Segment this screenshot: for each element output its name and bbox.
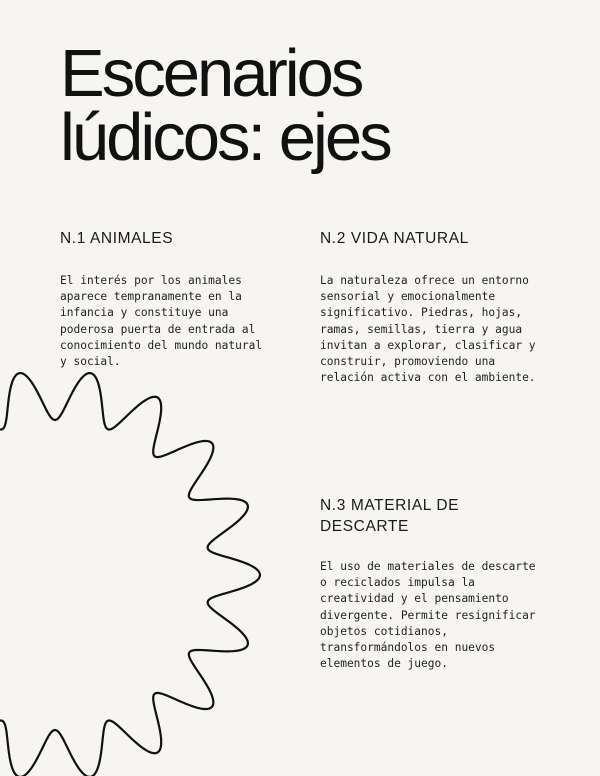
body-line: invitan a explorar, clasificar y [320, 338, 536, 352]
body-line: aparece tempranamente en la [60, 290, 242, 304]
section-heading [320, 495, 550, 537]
section-vida-natural [320, 228, 550, 386]
body-line: relación activa con el ambiente. [320, 371, 536, 385]
section-animales [60, 228, 290, 370]
page-title-line-1: Escenarios [60, 36, 362, 111]
body-line: La naturaleza ofrece un entorno [320, 274, 529, 287]
body-line: sensorial y emocionalmente [320, 290, 496, 304]
body-line: infancia y constituye una [60, 306, 229, 320]
body-line: conocimiento del mundo natural [60, 338, 263, 352]
section-heading-line: N.1 ANIMALES [60, 230, 174, 247]
section-body [320, 559, 550, 672]
body-line: o reciclados impulsa la [320, 576, 475, 590]
section-body [60, 273, 290, 370]
section-heading-line: N.3 MATERIAL DE [320, 497, 460, 514]
page-title [60, 36, 560, 175]
body-line: significativo. Piedras, hojas, [320, 306, 523, 320]
body-line: transformándolos en nuevos [320, 641, 496, 655]
section-heading [320, 228, 550, 249]
section-body [320, 273, 550, 386]
section-material-de-descarte [320, 495, 550, 672]
body-line: poderosa puerta de entrada al [60, 322, 256, 336]
section-heading-line: N.2 VIDA NATURAL [320, 230, 469, 247]
body-line: elementos de juego. [320, 657, 448, 671]
body-line: El interés por los animales [60, 274, 242, 287]
section-heading [60, 228, 290, 249]
page-title-line-2: lúdicos: ejes [60, 100, 390, 175]
body-line: objetos cotidianos, [320, 624, 448, 638]
section-heading-line: DESCARTE [320, 518, 409, 535]
body-line: divergente. Permite resignificar [320, 608, 536, 622]
body-line: El uso de materiales de descarte [320, 560, 536, 573]
body-line: creatividad y el pensamiento [320, 592, 509, 606]
body-line: y social. [60, 355, 121, 369]
body-line: ramas, semillas, tierra y agua [320, 322, 523, 336]
body-line: construir, promoviendo una [320, 355, 496, 369]
